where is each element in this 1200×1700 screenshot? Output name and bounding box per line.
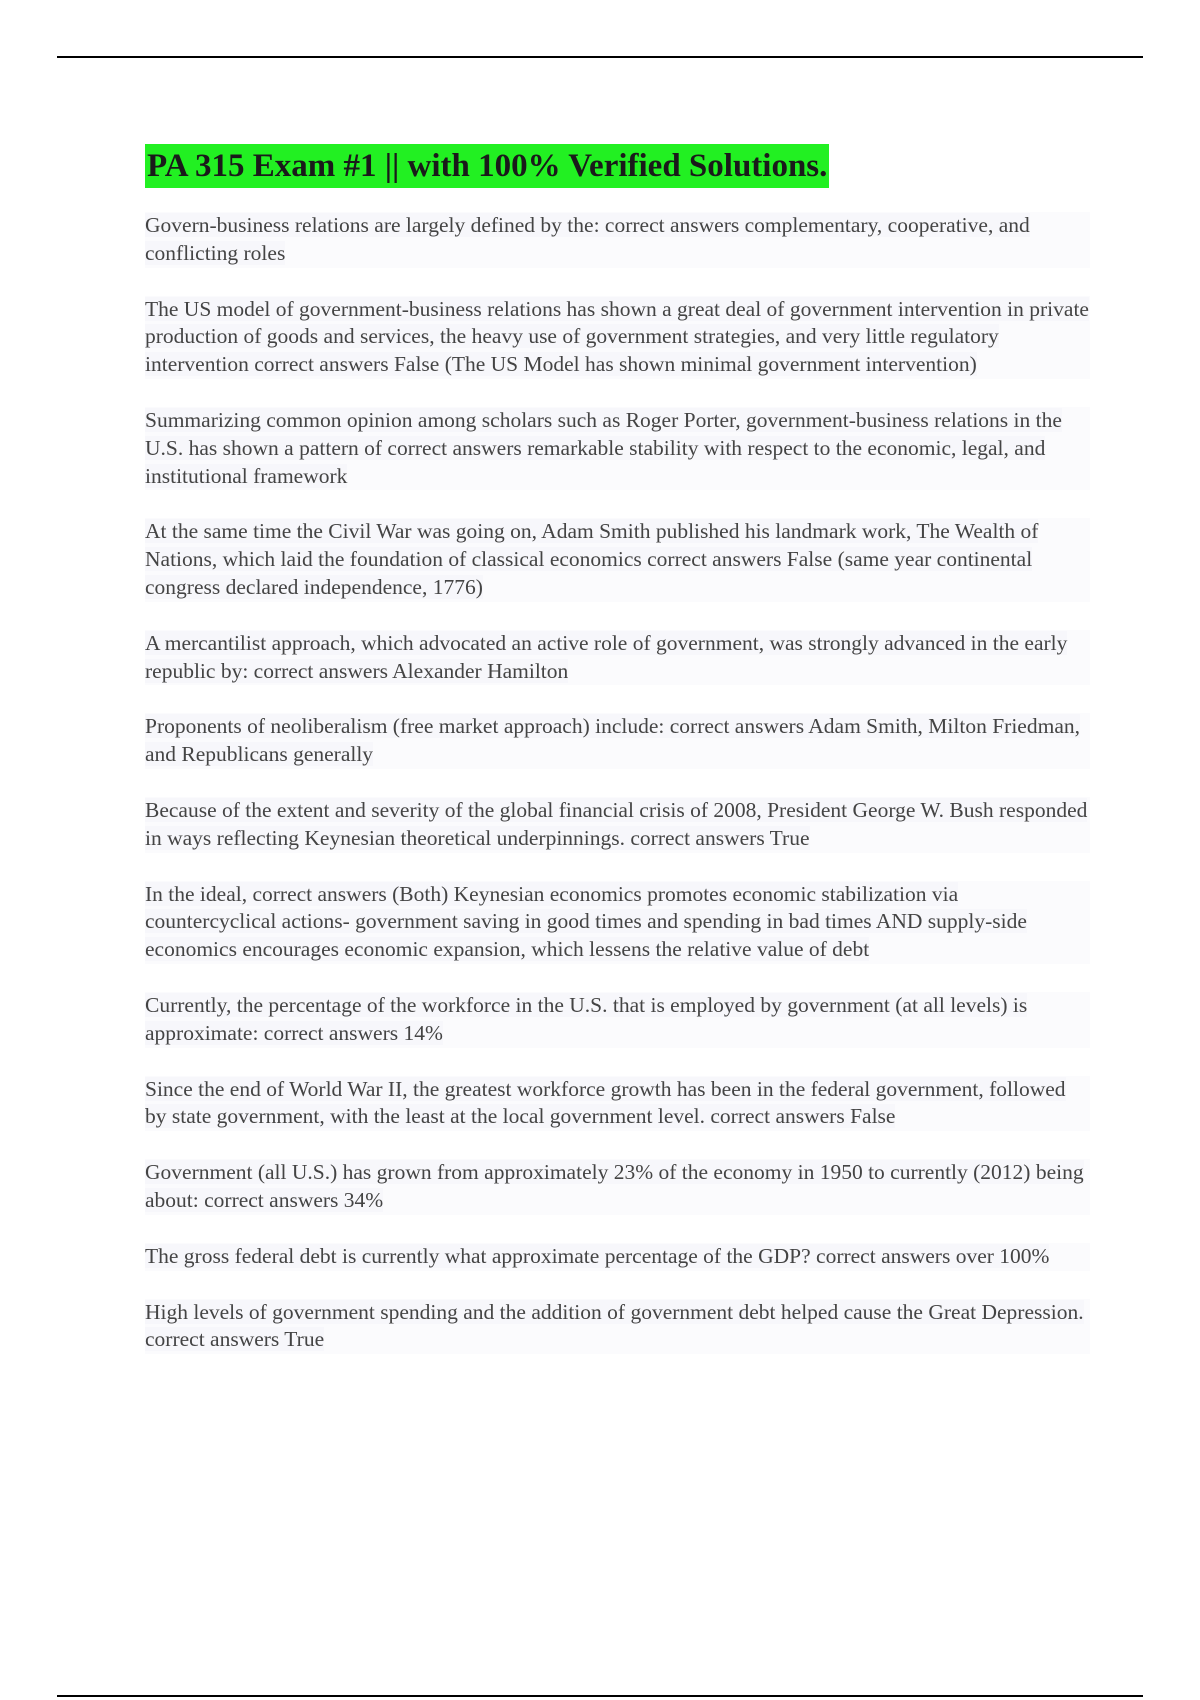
qa-item bbox=[145, 518, 1090, 601]
qa-text: Summarizing common opinion among scholars such as Roger Porter, government-business relations in the U.S. has shown a pattern of correct answers remarkable stability with respect to the economic, legal, and institutional framework bbox=[145, 407, 1062, 488]
qa-item bbox=[145, 992, 1090, 1048]
qa-item bbox=[145, 1243, 1090, 1271]
qa-text: Proponents of neoliberalism (free market approach) include: correct answers Adam Smith, Milton Friedman, and Republicans generally bbox=[145, 714, 1080, 767]
qa-text: Govern-business relations are largely defined by the: correct answers complementary, cooperative, and conflicting roles bbox=[145, 213, 1030, 265]
qa-item bbox=[145, 713, 1090, 769]
qa-item bbox=[145, 407, 1090, 490]
qa-text: In the ideal, correct answers (Both) Keynesian economics promotes economic stabilization via countercyclical actions- government saving in good times and spending in bad times AND supply-side economics encourages economic expansion, which lessens the relative value of debt bbox=[145, 881, 1027, 962]
qa-item bbox=[145, 881, 1090, 964]
qa-text: A mercantilist approach, which advocated an active role of government, was strongly advanced in the early republic by: correct answers Alexander Hamilton bbox=[145, 630, 1068, 683]
qa-text: At the same time the Civil War was going on, Adam Smith published his landmark work, The Wealth of Nations, which laid the foundation of classical economics correct answers False (same year continental congress declared independence, 1776) bbox=[145, 519, 1039, 599]
bottom-rule bbox=[57, 1695, 1143, 1697]
top-rule bbox=[57, 56, 1143, 58]
qa-item bbox=[145, 1076, 1090, 1132]
qa-item bbox=[145, 797, 1090, 853]
document-title: PA 315 Exam #1 || with 100% Verified Solutions. bbox=[145, 144, 829, 188]
qa-text: Currently, the percentage of the workforce in the U.S. that is employed by government (at all levels) is approximate: correct answers 14% bbox=[145, 992, 1028, 1045]
document-body bbox=[145, 144, 1090, 1382]
qa-item bbox=[145, 1299, 1090, 1355]
qa-item bbox=[145, 630, 1090, 686]
qa-list bbox=[145, 212, 1090, 1354]
qa-text: Because of the extent and severity of the global financial crisis of 2008, President George W. Bush responded in ways reflecting Keynesian theoretical underpinnings. correct answers True bbox=[145, 797, 1088, 850]
qa-text: Since the end of World War II, the greatest workforce growth has been in the federal government, followed by state government, with the least at the local government level. correct answers False bbox=[145, 1076, 1066, 1129]
qa-text: Government (all U.S.) has grown from approximately 23% of the economy in 1950 to currently (2012) being about: correct answers 34% bbox=[145, 1160, 1084, 1212]
qa-item bbox=[145, 1159, 1090, 1215]
qa-text: High levels of government spending and the addition of government debt helped cause the Great Depression. correct answers True bbox=[145, 1299, 1084, 1352]
qa-item bbox=[145, 296, 1090, 379]
qa-text: The gross federal debt is currently what approximate percentage of the GDP? correct answers over 100% bbox=[145, 1243, 1050, 1268]
qa-text: The US model of government-business relations has shown a great deal of government intervention in private production of goods and services, the heavy use of government strategies, and very little regulatory intervention correct answers False (The US Model has shown minimal government intervention) bbox=[145, 296, 1089, 377]
qa-item bbox=[145, 212, 1090, 268]
